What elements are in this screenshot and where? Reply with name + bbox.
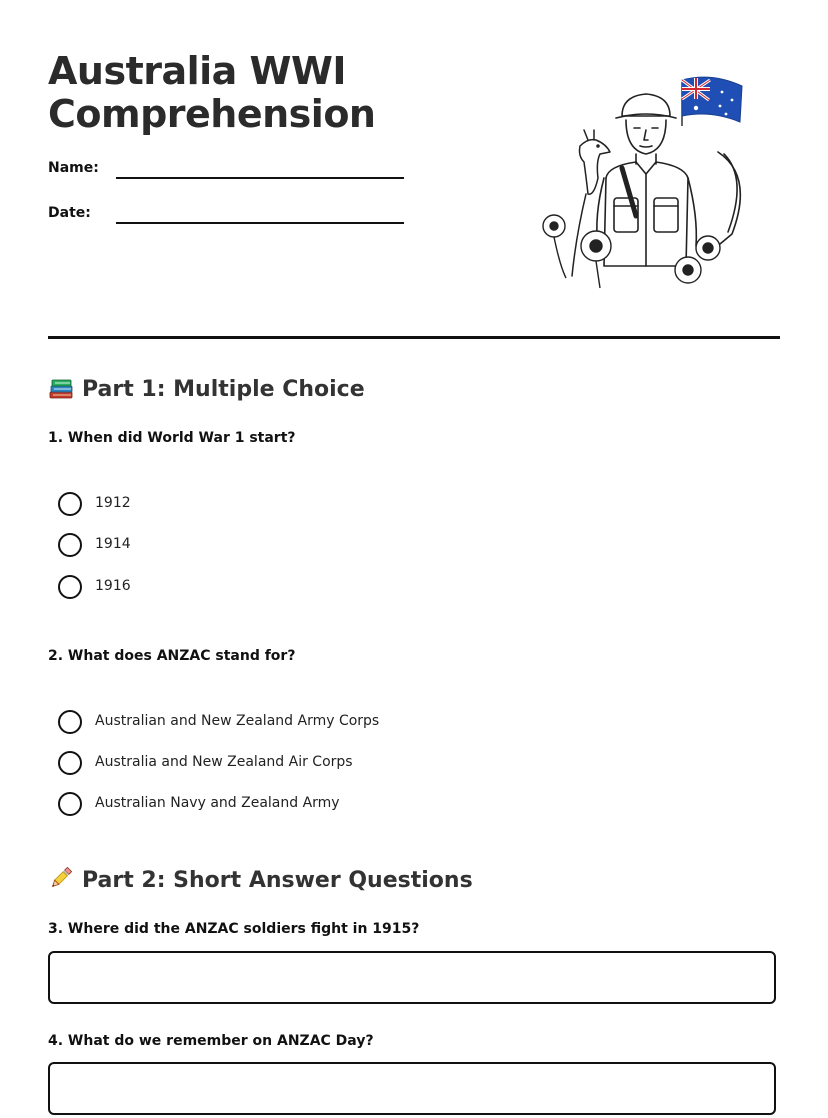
date-field[interactable] bbox=[48, 205, 408, 229]
date-label: Date: bbox=[48, 205, 91, 221]
poppy-flowers-icon bbox=[543, 215, 720, 288]
section-divider bbox=[48, 336, 780, 339]
part1-heading bbox=[48, 374, 365, 402]
q1-option-3-label: 1916 bbox=[95, 578, 131, 594]
name-field[interactable] bbox=[48, 160, 408, 184]
name-line[interactable] bbox=[116, 177, 404, 179]
q1-option-2-radio[interactable] bbox=[58, 533, 82, 557]
q2-option-3-radio[interactable] bbox=[58, 792, 82, 816]
q1-option-2-label: 1914 bbox=[95, 536, 131, 552]
answer-4-box[interactable] bbox=[48, 1062, 776, 1115]
soldier-illustration bbox=[536, 66, 752, 292]
question-1: 1. When did World War 1 start? bbox=[48, 430, 296, 446]
rifle-icon bbox=[718, 152, 740, 244]
name-label: Name: bbox=[48, 160, 99, 176]
australian-flag-icon bbox=[682, 77, 742, 126]
q1-option-3-radio[interactable] bbox=[58, 575, 82, 599]
q2-option-1-radio[interactable] bbox=[58, 710, 82, 734]
page-title: Australia WWI Comprehension bbox=[48, 49, 376, 136]
part2-heading bbox=[48, 865, 473, 893]
answer-3-box[interactable] bbox=[48, 951, 776, 1004]
q2-option-2-radio[interactable] bbox=[58, 751, 82, 775]
part1-heading-text: Part 1: Multiple Choice bbox=[82, 377, 365, 402]
question-4: 4. What do we remember on ANZAC Day? bbox=[48, 1033, 374, 1049]
question-2: 2. What does ANZAC stand for? bbox=[48, 648, 296, 664]
q2-option-2-label: Australia and New Zealand Air Corps bbox=[95, 754, 353, 770]
q2-option-3-label: Australian Navy and Zealand Army bbox=[95, 795, 340, 811]
part2-heading-text: Part 2: Short Answer Questions bbox=[82, 868, 473, 893]
question-3: 3. Where did the ANZAC soldiers fight in 1915? bbox=[48, 921, 420, 937]
q2-option-1-label: Australian and New Zealand Army Corps bbox=[95, 713, 380, 729]
pencil-icon bbox=[48, 865, 74, 891]
books-icon bbox=[48, 374, 74, 400]
q1-option-1-radio[interactable] bbox=[58, 492, 82, 516]
q1-option-1-label: 1912 bbox=[95, 495, 131, 511]
date-line[interactable] bbox=[116, 222, 404, 224]
